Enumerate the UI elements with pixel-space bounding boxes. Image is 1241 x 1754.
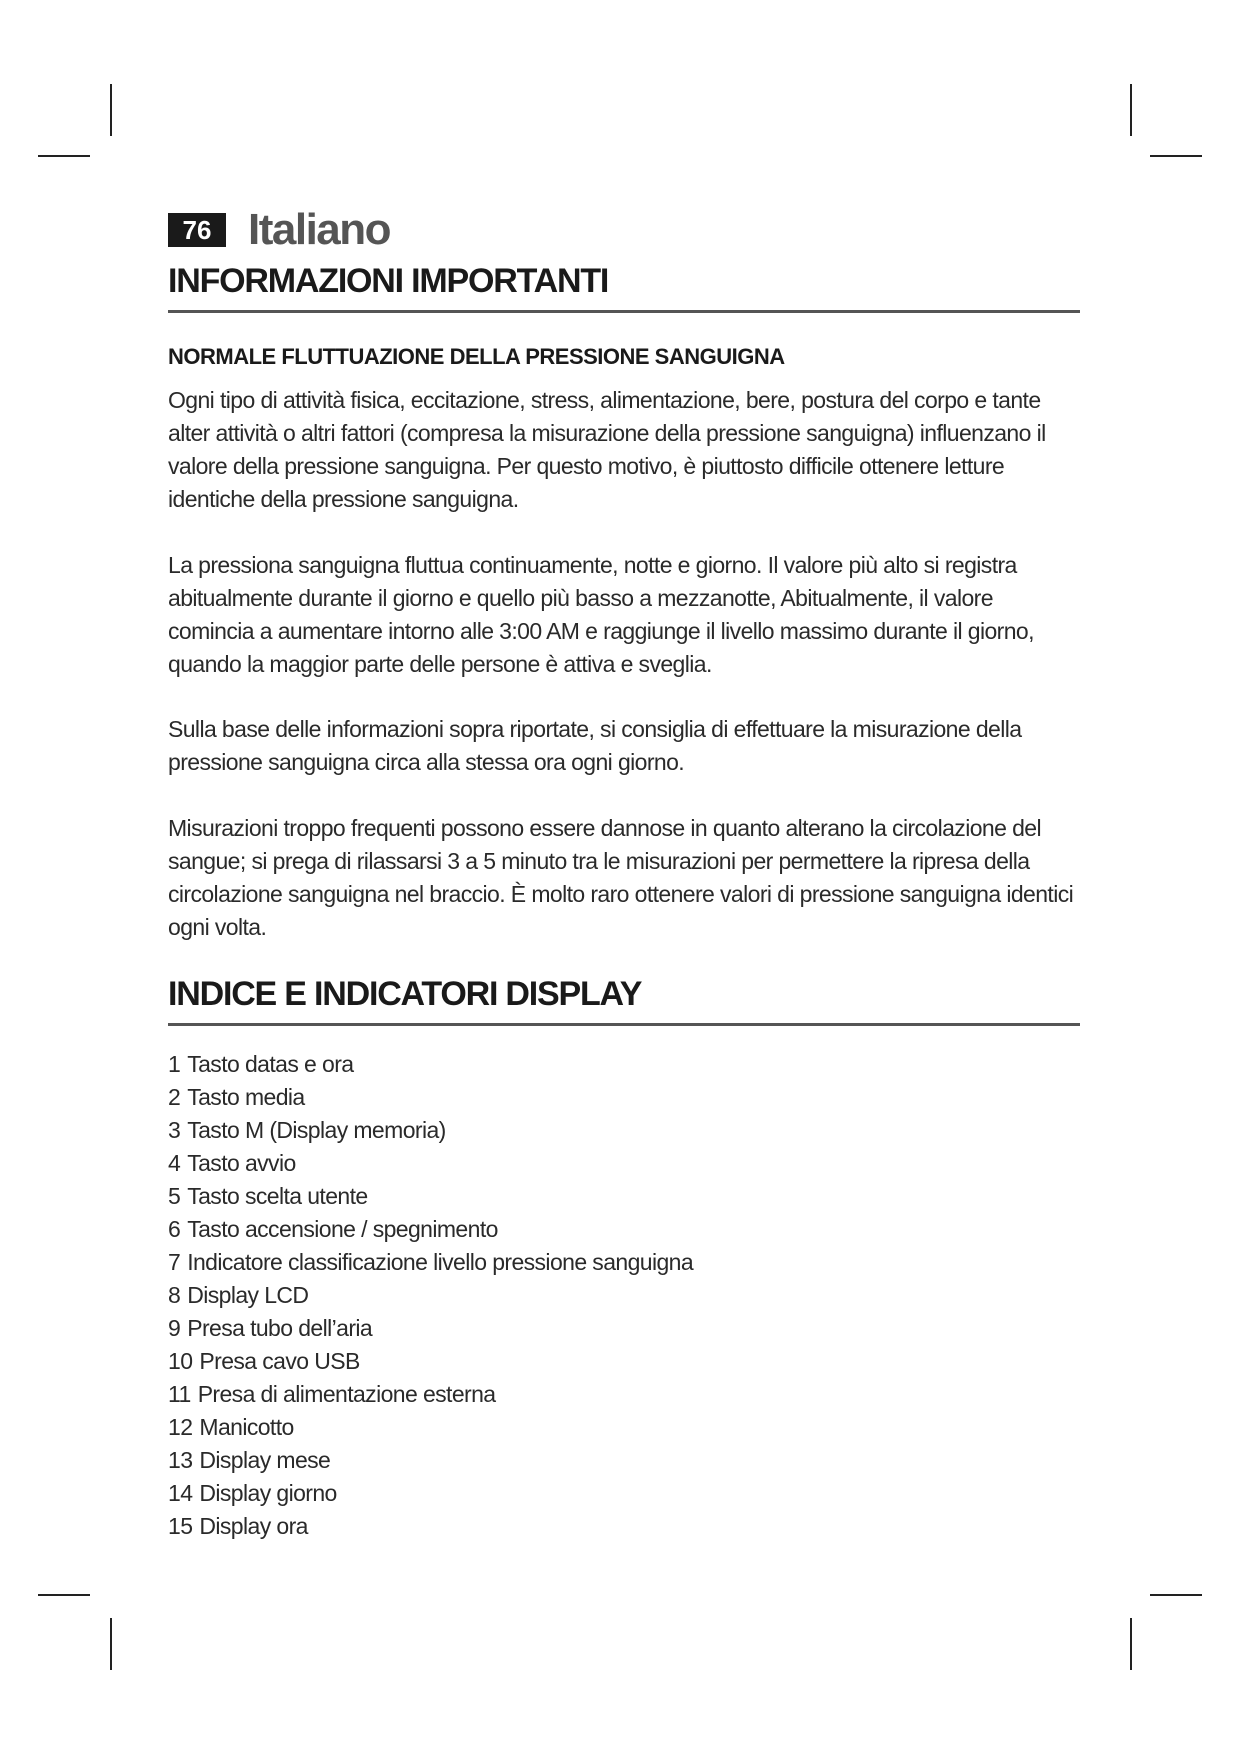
crop-mark-top-right-horizontal [1150, 155, 1202, 157]
item-number: 11 [168, 1381, 191, 1407]
item-number: 5 [168, 1183, 181, 1209]
item-label: Tasto avvio [187, 1150, 296, 1176]
paragraph-1: Ogni tipo di attività fisica, eccitazione, stress, alimentazione, bere, postura del corpo e tante alter attività o altri fattori (compresa la misurazione della pressione sanguigna) influenzano il valore della pressione sanguigna. Per questo motivo, è piuttosto difficile ottenere letture identiche della pressione sanguigna. [168, 387, 1046, 512]
list-item [168, 1081, 693, 1114]
item-label: Tasto M (Display memoria) [187, 1117, 446, 1143]
item-label: Display mese [199, 1447, 331, 1473]
section-divider [168, 310, 1080, 313]
item-number: 4 [168, 1150, 181, 1176]
section-title-display-index: INDICE E INDICATORI DISPLAY [168, 975, 642, 1013]
crop-mark-bottom-left-horizontal [38, 1594, 90, 1596]
paragraph-2: La pressiona sanguigna fluttua continuamente, notte e giorno. Il valore più alto si registra abitualmente durante il giorno e quello più basso a mezzanotte, Abitualmente, il valore comincia a aumentare intorno alle 3:00 AM e raggiunge il livello massimo durante il giorno, quando la maggior parte delle persone è attiva e sveglia. [168, 552, 1034, 677]
item-number: 15 [168, 1513, 193, 1539]
item-label: Tasto accensione / spegnimento [187, 1216, 498, 1242]
list-item [168, 1213, 693, 1246]
item-label: Presa tubo dell’aria [187, 1315, 373, 1341]
item-number: 13 [168, 1447, 193, 1473]
item-number: 14 [168, 1480, 193, 1506]
crop-mark-top-right-vertical [1130, 84, 1132, 136]
language-title: Italiano [248, 205, 391, 254]
item-number: 3 [168, 1117, 181, 1143]
crop-mark-bottom-left-vertical [110, 1618, 112, 1670]
list-item [168, 1378, 693, 1411]
list-item [168, 1510, 693, 1543]
item-label: Indicatore classificazione livello pressione sanguigna [187, 1249, 694, 1275]
list-item [168, 1411, 693, 1444]
list-item [168, 1345, 693, 1378]
item-label: Tasto datas e ora [187, 1051, 354, 1077]
item-number: 6 [168, 1216, 181, 1242]
list-item [168, 1147, 693, 1180]
section-divider [168, 1023, 1080, 1026]
list-item [168, 1477, 693, 1510]
item-label: Display giorno [199, 1480, 337, 1506]
paragraph-3: Sulla base delle informazioni sopra riportate, si consiglia di effettuare la misurazione della pressione sanguigna circa alla stessa ora ogni giorno. [168, 716, 1022, 775]
paragraph-4: Misurazioni troppo frequenti possono essere dannose in quanto alterano la circolazione del sangue; si prega di rilassarsi 3 a 5 minuto tra le misurazioni per permettere la ripresa della circolazione sanguigna nel braccio. È molto raro ottenere valori di pressione sanguigna identici ogni volta. [168, 815, 1074, 940]
item-number: 10 [168, 1348, 193, 1374]
list-item [168, 1312, 693, 1345]
item-label: Display LCD [187, 1282, 309, 1308]
item-label: Presa cavo USB [199, 1348, 360, 1374]
list-item [168, 1114, 693, 1147]
page-header [168, 205, 390, 255]
crop-mark-bottom-right-horizontal [1150, 1594, 1202, 1596]
list-item [168, 1048, 693, 1081]
item-label: Presa di alimentazione esterna [197, 1381, 496, 1407]
subsection-title: NORMALE FLUTTUAZIONE DELLA PRESSIONE SANGUIGNA [168, 344, 785, 369]
list-item [168, 1180, 693, 1213]
list-item [168, 1444, 693, 1477]
item-number: 2 [168, 1084, 181, 1110]
item-label: Display ora [199, 1513, 308, 1539]
item-number: 7 [168, 1249, 181, 1275]
item-label: Tasto media [187, 1084, 305, 1110]
list-item [168, 1279, 693, 1312]
crop-mark-top-left-horizontal [38, 155, 90, 157]
item-label: Manicotto [199, 1414, 294, 1440]
item-number: 12 [168, 1414, 193, 1440]
item-number: 8 [168, 1282, 181, 1308]
section-title-important-info: INFORMAZIONI IMPORTANTI [168, 262, 609, 300]
crop-mark-top-left-vertical [110, 84, 112, 136]
component-index-list [168, 1048, 693, 1543]
crop-mark-bottom-right-vertical [1130, 1618, 1132, 1670]
page-number-badge: 76 [168, 213, 226, 247]
list-item [168, 1246, 693, 1279]
item-number: 1 [168, 1051, 181, 1077]
item-number: 9 [168, 1315, 181, 1341]
item-label: Tasto scelta utente [187, 1183, 368, 1209]
